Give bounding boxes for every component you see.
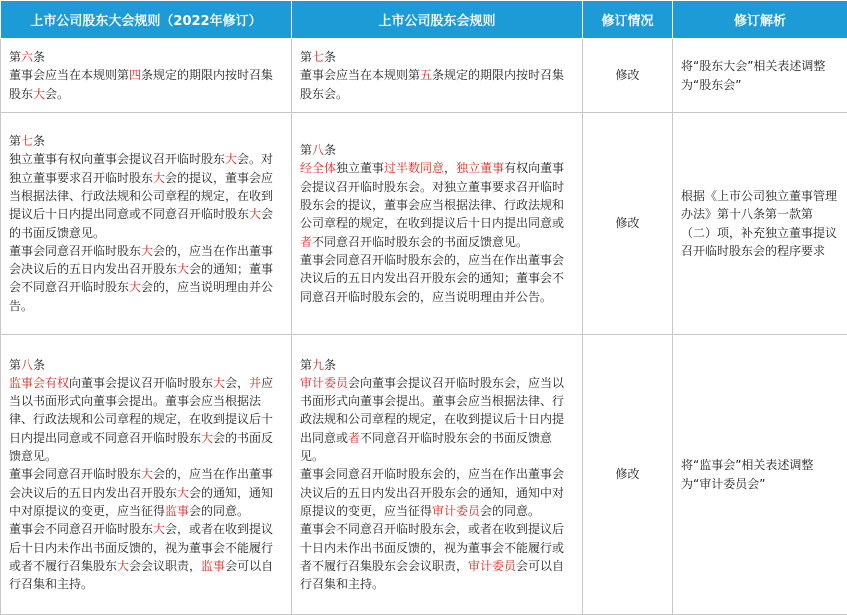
clause-text: 条 — [324, 143, 337, 158]
clause-text: 第 — [300, 357, 313, 372]
revised-text: 七 — [21, 134, 34, 149]
revised-text: 监事 — [201, 558, 226, 573]
clause-text: 条 — [33, 357, 46, 372]
old-rule-cell — [1, 335, 292, 615]
article-number — [300, 356, 574, 374]
article-paragraph — [300, 465, 574, 520]
revised-text: 大 — [225, 152, 238, 167]
clause-text: 会的书面反馈意见。 — [9, 207, 274, 240]
clause-text: 会的通知；董事会不同意召开临时股东 — [9, 262, 274, 295]
table-row — [1, 39, 847, 113]
article-paragraph — [300, 251, 574, 306]
clause-text: 会。对独立董事要求召开临时股东 — [9, 152, 274, 185]
clause-text: 会，或者在收到提议后十日内未作出书面反馈的，视为董事会不能履行或者不履行召集股东 — [9, 522, 274, 573]
old-rule-cell — [1, 39, 292, 113]
revised-text: 大 — [201, 430, 214, 445]
clause-text: 董事会同意召开临时股东会的，应当在作出董事会决议后的五日内发出召开股东会的通知；董事会不同意召开临时股东会的，应当说明理由并公告。 — [300, 252, 565, 304]
revised-text: 审计委员 — [300, 375, 349, 390]
clause-text: 应当以书面形式向董事会提出。董事会应当根据法律、行政法规和公司章程的规定，在收到提议后十日内提出同意或不同意召开临时股东 — [9, 375, 274, 445]
revised-text: 大 — [141, 243, 154, 258]
clause-text: 董事会不同意召开临时股东 — [9, 522, 154, 537]
article-paragraph — [9, 520, 283, 593]
clause-text: 会的，应当在作出董事会决议后的五日内发出召开股东 — [9, 243, 274, 277]
clause-text: 会的提议，董事会应当根据法律、行政法规和公司章程的规定，在收到提议后十日内提出同意或不同意召开临时股东 — [9, 170, 274, 222]
revised-text: 大 — [129, 280, 142, 295]
revised-text: 五 — [420, 68, 433, 83]
clause-text: 条规定的期限内按时召集股东 — [9, 68, 274, 101]
revision-status: 修改 — [583, 113, 673, 335]
revision-status: 修改 — [583, 39, 673, 113]
clause-text: 条 — [33, 134, 46, 149]
article-paragraph — [9, 242, 283, 315]
new-rule-cell — [292, 335, 583, 615]
revised-text: 并 — [249, 375, 262, 390]
header-old-rules: 上市公司股东大会规则（2022年修订） — [1, 1, 292, 39]
clause-text: 董事会应当在本规则第 — [9, 68, 130, 83]
article-paragraph — [9, 150, 283, 241]
revised-text: 经全体 — [300, 161, 337, 176]
clause-text: 会的同意。 — [480, 503, 541, 518]
clause-text: 会的，应当说明理由并公告。 — [9, 280, 274, 313]
revised-text: 六 — [21, 50, 34, 65]
clause-text: 董事会应当在本规则第 — [300, 68, 421, 83]
clause-text: 董事会同意召开临时股东 — [9, 243, 142, 258]
revised-text: 四 — [129, 68, 142, 83]
revised-text: 大 — [249, 207, 262, 222]
header-new-rules: 上市公司股东会规则 — [292, 1, 583, 39]
clause-text: 条 — [33, 50, 46, 65]
clause-text: 第 — [9, 50, 22, 65]
article-number — [300, 141, 574, 159]
article-paragraph — [9, 66, 283, 103]
revised-text: 审计委员 — [468, 558, 517, 573]
new-rule-cell — [292, 39, 583, 113]
revised-text: 九 — [312, 357, 325, 372]
header-row — [1, 1, 847, 39]
revision-status: 修改 — [583, 335, 673, 615]
revised-text: 监事会 — [9, 375, 46, 390]
revised-text: 者 — [348, 430, 361, 445]
clause-text: 会向董事会提议召开临时股东会，应当以书面形式向董事会提出。董事会应当根据法律、行政法规和公司章程的规定，在收到提议后十日内提出同意或 — [300, 375, 565, 445]
clause-text: 有权向董事会提议召开临时股东会。对独立董事要求召开临时股东会的提议，董事会应当根据法律、行政法规和公司章程的规定，在收到提议后十日内提出同意或 — [300, 161, 565, 231]
clause-text: 会会议职责， — [129, 558, 202, 573]
article-paragraph — [9, 374, 283, 465]
revision-analysis: 将“监事会”相关表述调整为“审计委员会” — [673, 335, 847, 615]
revised-text: 八 — [312, 143, 325, 158]
clause-text: 向董事会提议召开临时股东 — [69, 375, 214, 390]
table-row — [1, 113, 847, 335]
article-number — [300, 48, 574, 66]
old-rule-cell — [1, 113, 292, 335]
clause-text: 董事会同意召开临时股东会的，应当在作出董事会决议后的五日内发出召开股东会的通知，通知中对原提议的变更，应当征得 — [300, 467, 565, 518]
clause-text: 第 — [9, 357, 22, 372]
revised-text: 审计委员 — [432, 503, 481, 518]
revision-analysis: 将“股东大会”相关表述调整为“股东会” — [673, 39, 847, 113]
article-paragraph — [300, 159, 574, 250]
revised-text: 过半数同意 — [384, 161, 445, 176]
new-rule-cell — [292, 113, 583, 335]
clause-text: 会可以自行召集和主持。 — [9, 558, 274, 592]
clause-text: 会的通知，通知中对原提议的变更，应当征得 — [9, 485, 274, 518]
revised-text: 大 — [153, 522, 166, 537]
clause-text: 不同意召开临时股东会的书面反馈意见。 — [300, 430, 553, 464]
clause-text: 会可以自行召集和主持。 — [300, 558, 565, 592]
clause-text: 会的同意。 — [189, 503, 250, 518]
revised-text: 大 — [213, 375, 226, 390]
article-number — [9, 132, 283, 150]
clause-text: 第 — [300, 143, 313, 158]
clause-text: 会的书面反馈意见。 — [9, 430, 274, 464]
revised-text: 八 — [21, 357, 34, 372]
article-paragraph — [9, 465, 283, 520]
clause-text: 会， — [225, 375, 250, 390]
header-revision-analysis: 修订解析 — [673, 1, 847, 39]
revised-text: 监事 — [165, 503, 190, 518]
revised-text: 独立董事 — [456, 161, 505, 176]
clause-text: 会的，应当在作出董事会决议后的五日内发出召开股东 — [9, 467, 274, 500]
revised-text: 大 — [33, 86, 46, 101]
revision-analysis: 根据《上市公司独立董事管理办法》第十八条第一款第（二）项，补充独立董事提议召开临时股东会的程序要求 — [673, 113, 847, 335]
clause-text: 独立董事 — [336, 161, 385, 176]
revised-text: 大 — [153, 170, 166, 185]
table-row — [1, 335, 847, 615]
revised-text: 大 — [141, 467, 154, 482]
article-number — [9, 356, 283, 374]
article-number — [9, 48, 283, 66]
revised-text: 有权 — [45, 375, 70, 390]
clause-text: 第 — [300, 50, 313, 65]
clause-text: 第 — [9, 134, 22, 149]
clause-text: 不同意召开临时股东会的书面反馈意见。 — [312, 234, 529, 249]
revised-text: 大 — [117, 558, 130, 573]
revised-text: 大 — [177, 485, 190, 500]
revised-text: 大 — [177, 262, 190, 277]
article-paragraph — [300, 374, 574, 465]
clause-text: 条 — [324, 357, 337, 372]
clause-text: 会。 — [45, 86, 70, 101]
clause-text: 条规定的期限内按时召集股东会。 — [300, 68, 565, 101]
clause-text: 独立董事有权向董事会提议召开临时股东 — [9, 152, 226, 167]
revised-text: 七 — [312, 50, 325, 65]
revised-text: 者 — [300, 234, 313, 249]
article-paragraph — [300, 520, 574, 593]
clause-text: ， — [444, 161, 457, 176]
article-paragraph — [300, 66, 574, 103]
clause-text: 条 — [324, 50, 337, 65]
clause-text: 董事会不同意召开临时股东会，或者在收到提议后十日内未作出书面反馈的，视为董事会不能履行或者不履行召集股东会会议职责， — [300, 522, 565, 573]
clause-text: 董事会同意召开临时股东 — [9, 467, 142, 482]
header-revision-status: 修订情况 — [583, 1, 673, 39]
